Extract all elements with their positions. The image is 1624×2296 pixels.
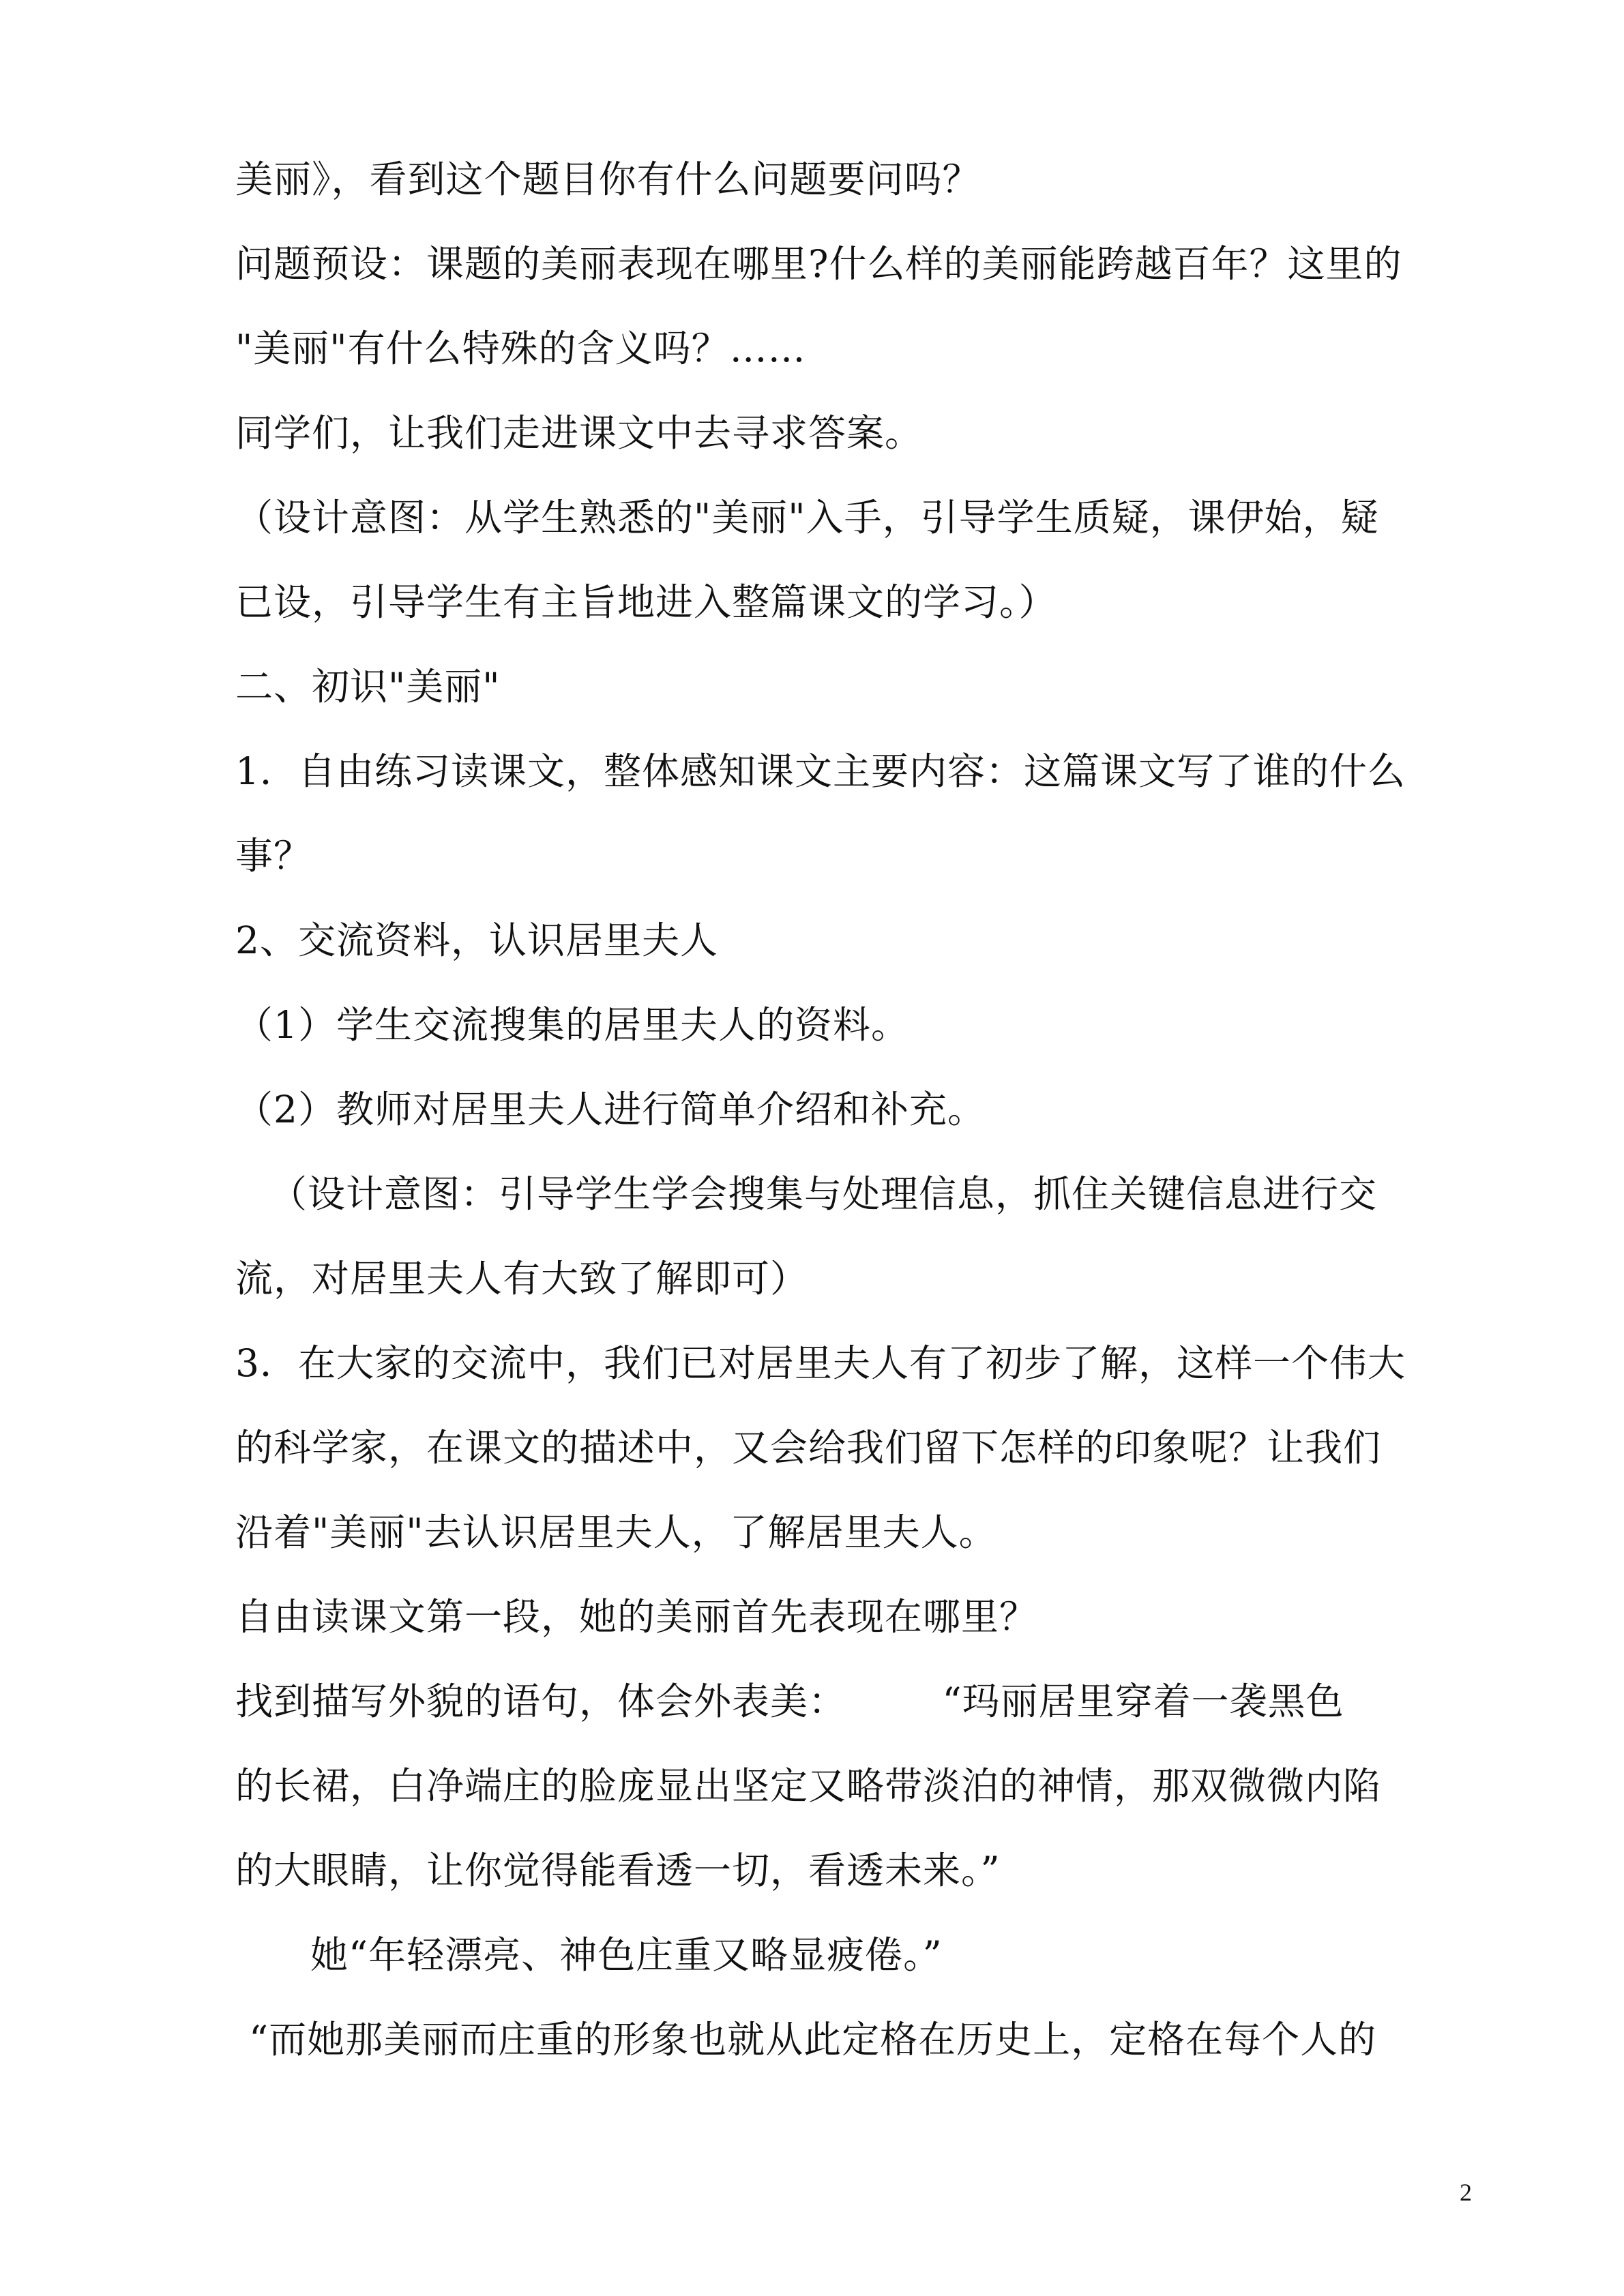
- text-line: 已设，引导学生有主旨地进入整篇课文的学习。）: [235, 580, 1057, 624]
- text-line: 她“年轻漂亮、神色庄重又略显疲倦。”: [310, 1933, 943, 1977]
- text-line: 问题预设：课题的美丽表现在哪里?什么样的美丽能跨越百年？这里的: [235, 242, 1402, 286]
- text-line: 事？: [235, 834, 312, 878]
- text-line: 同学们，让我们走进课文中去寻求答案。: [235, 411, 924, 455]
- text-line: 的科学家，在课文的描述中，又会给我们留下怎样的印象呢？让我们: [235, 1426, 1382, 1470]
- text-line: 的大眼睛，让你觉得能看透一切，看透未来。”: [235, 1849, 1001, 1892]
- text-line: 2、交流资料，认识居里夫人: [235, 919, 718, 962]
- text-line: 流，对居里夫人有大致了解即可）: [235, 1257, 809, 1300]
- text-line: （设计意图：引导学生学会搜集与处理信息，抓住关键信息进行交: [269, 1172, 1378, 1216]
- text-line: 美丽》，看到这个题目你有什么问题要问吗？: [235, 158, 981, 201]
- text-line: （2）教师对居里夫人进行简单介绍和补充。: [235, 1088, 986, 1131]
- text-line: 1．自由练习读课文，整体感知课文主要内容：这篇课文写了谁的什么: [235, 749, 1406, 793]
- text-line: "美丽"有什么特殊的含义吗？……: [235, 327, 806, 370]
- text-line: 沿着"美丽"去认识居里夫人，了解居里夫人。: [235, 1510, 997, 1554]
- text-line: “而她那美丽而庄重的形象也就从此定格在历史上，定格在每个人的: [249, 2018, 1377, 2061]
- text-line: 的长裙，白净端庄的脸庞显出坚定又略带淡泊的神情，那双微微内陷: [235, 1764, 1382, 1808]
- text-line: 找到描写外貌的语句，体会外表美： “玛丽居里穿着一袭黑色: [235, 1680, 1344, 1723]
- text-line: （设计意图：从学生熟悉的"美丽"入手，引导学生质疑，课伊始，疑: [235, 496, 1379, 539]
- page-number: 2: [1460, 2179, 1472, 2206]
- text-line: （1）学生交流搜集的居里夫人的资料。: [235, 1003, 909, 1047]
- text-line: 自由读课文第一段，她的美丽首先表现在哪里？: [235, 1595, 1038, 1639]
- text-line: 3．在大家的交流中，我们已对居里夫人有了初步了解，这样一个伟大: [235, 1341, 1406, 1385]
- section-heading: 二、初识"美丽": [235, 665, 501, 709]
